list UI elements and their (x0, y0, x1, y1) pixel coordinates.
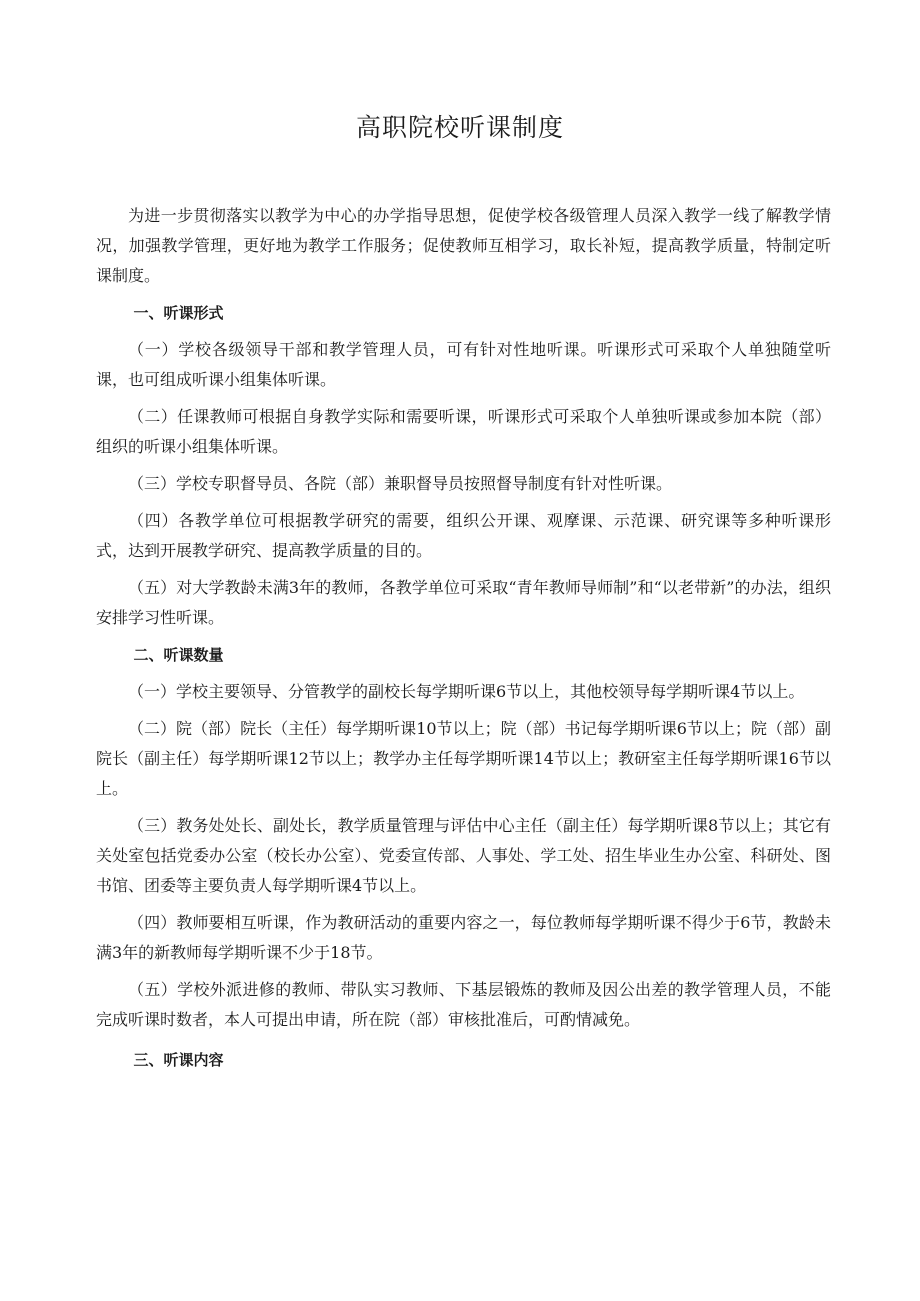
paragraph: （四）教师要相互听课，作为教研活动的重要内容之一，每位教师每学期听课不得少于6节，教龄未满3年的新教师每学期听课不少于18节。 (96, 913, 831, 962)
paragraph: （二）院（部）院长（主任）每学期听课10节以上；院（部）书记每学期听课6节以上；院（部）副院长（副主任）每学期听课12节以上；教学办主任每学期听课14节以上；教研室主任每学期听课16节以上。 (96, 719, 831, 798)
paragraph: （一）学校各级领导干部和教学管理人员，可有针对性地听课。听课形式可采取个人单独随堂听课，也可组成听课小组集体听课。 (96, 340, 831, 389)
intro-paragraph: 为进一步贯彻落实以教学为中心的办学指导思想，促使学校各级管理人员深入教学一线了解教学情况，加强教学管理，更好地为教学工作服务；促使教师互相学习，取长补短，提高教学质量，特制定听课制度。 (96, 206, 831, 285)
paragraph: （五）对大学教龄未满3年的教师，各教学单位可采取“青年教师导师制”和“以老带新”的办法，组织安排学习性听课。 (96, 578, 831, 627)
paragraph: （三）学校专职督导员、各院（部）兼职督导员按照督导制度有针对性听课。 (128, 474, 673, 493)
paragraph: （三）教务处处长、副处长，教学质量管理与评估中心主任（副主任）每学期听课8节以上；其它有关处室包括党委办公室（校长办公室）、党委宣传部、人事处、学工处、招生毕业生办公室、科研处、图书馆、团委等主要负责人每学期听课4节以上。 (96, 816, 831, 895)
document-title: 高职院校听课制度 (355, 113, 564, 142)
document-body (96, 201, 831, 1082)
paragraph: （五）学校外派进修的教师、带队实习教师、下基层锻炼的教师及因公出差的教学管理人员，不能完成听课时数者，本人可提出申请，所在院（部）审核批准后，可酌情减免。 (96, 980, 831, 1029)
paragraph: （一）学校主要领导、分管教学的副校长每学期听课6节以上，其他校领导每学期听课4节以上。 (128, 682, 805, 701)
section-heading-listening-content: 三、听课内容 (133, 1051, 224, 1069)
paragraph: （二）任课教师可根据自身教学实际和需要听课，听课形式可采取个人单独听课或参加本院（部）组织的听课小组集体听课。 (96, 407, 831, 456)
section-heading-listening-quantity: 二、听课数量 (133, 646, 224, 664)
paragraph: （四）各教学单位可根据教学研究的需要，组织公开课、观摩课、示范课、研究课等多种听课形式，达到开展教学研究、提高教学质量的目的。 (96, 511, 831, 560)
section-heading-listening-form: 一、听课形式 (133, 304, 224, 322)
